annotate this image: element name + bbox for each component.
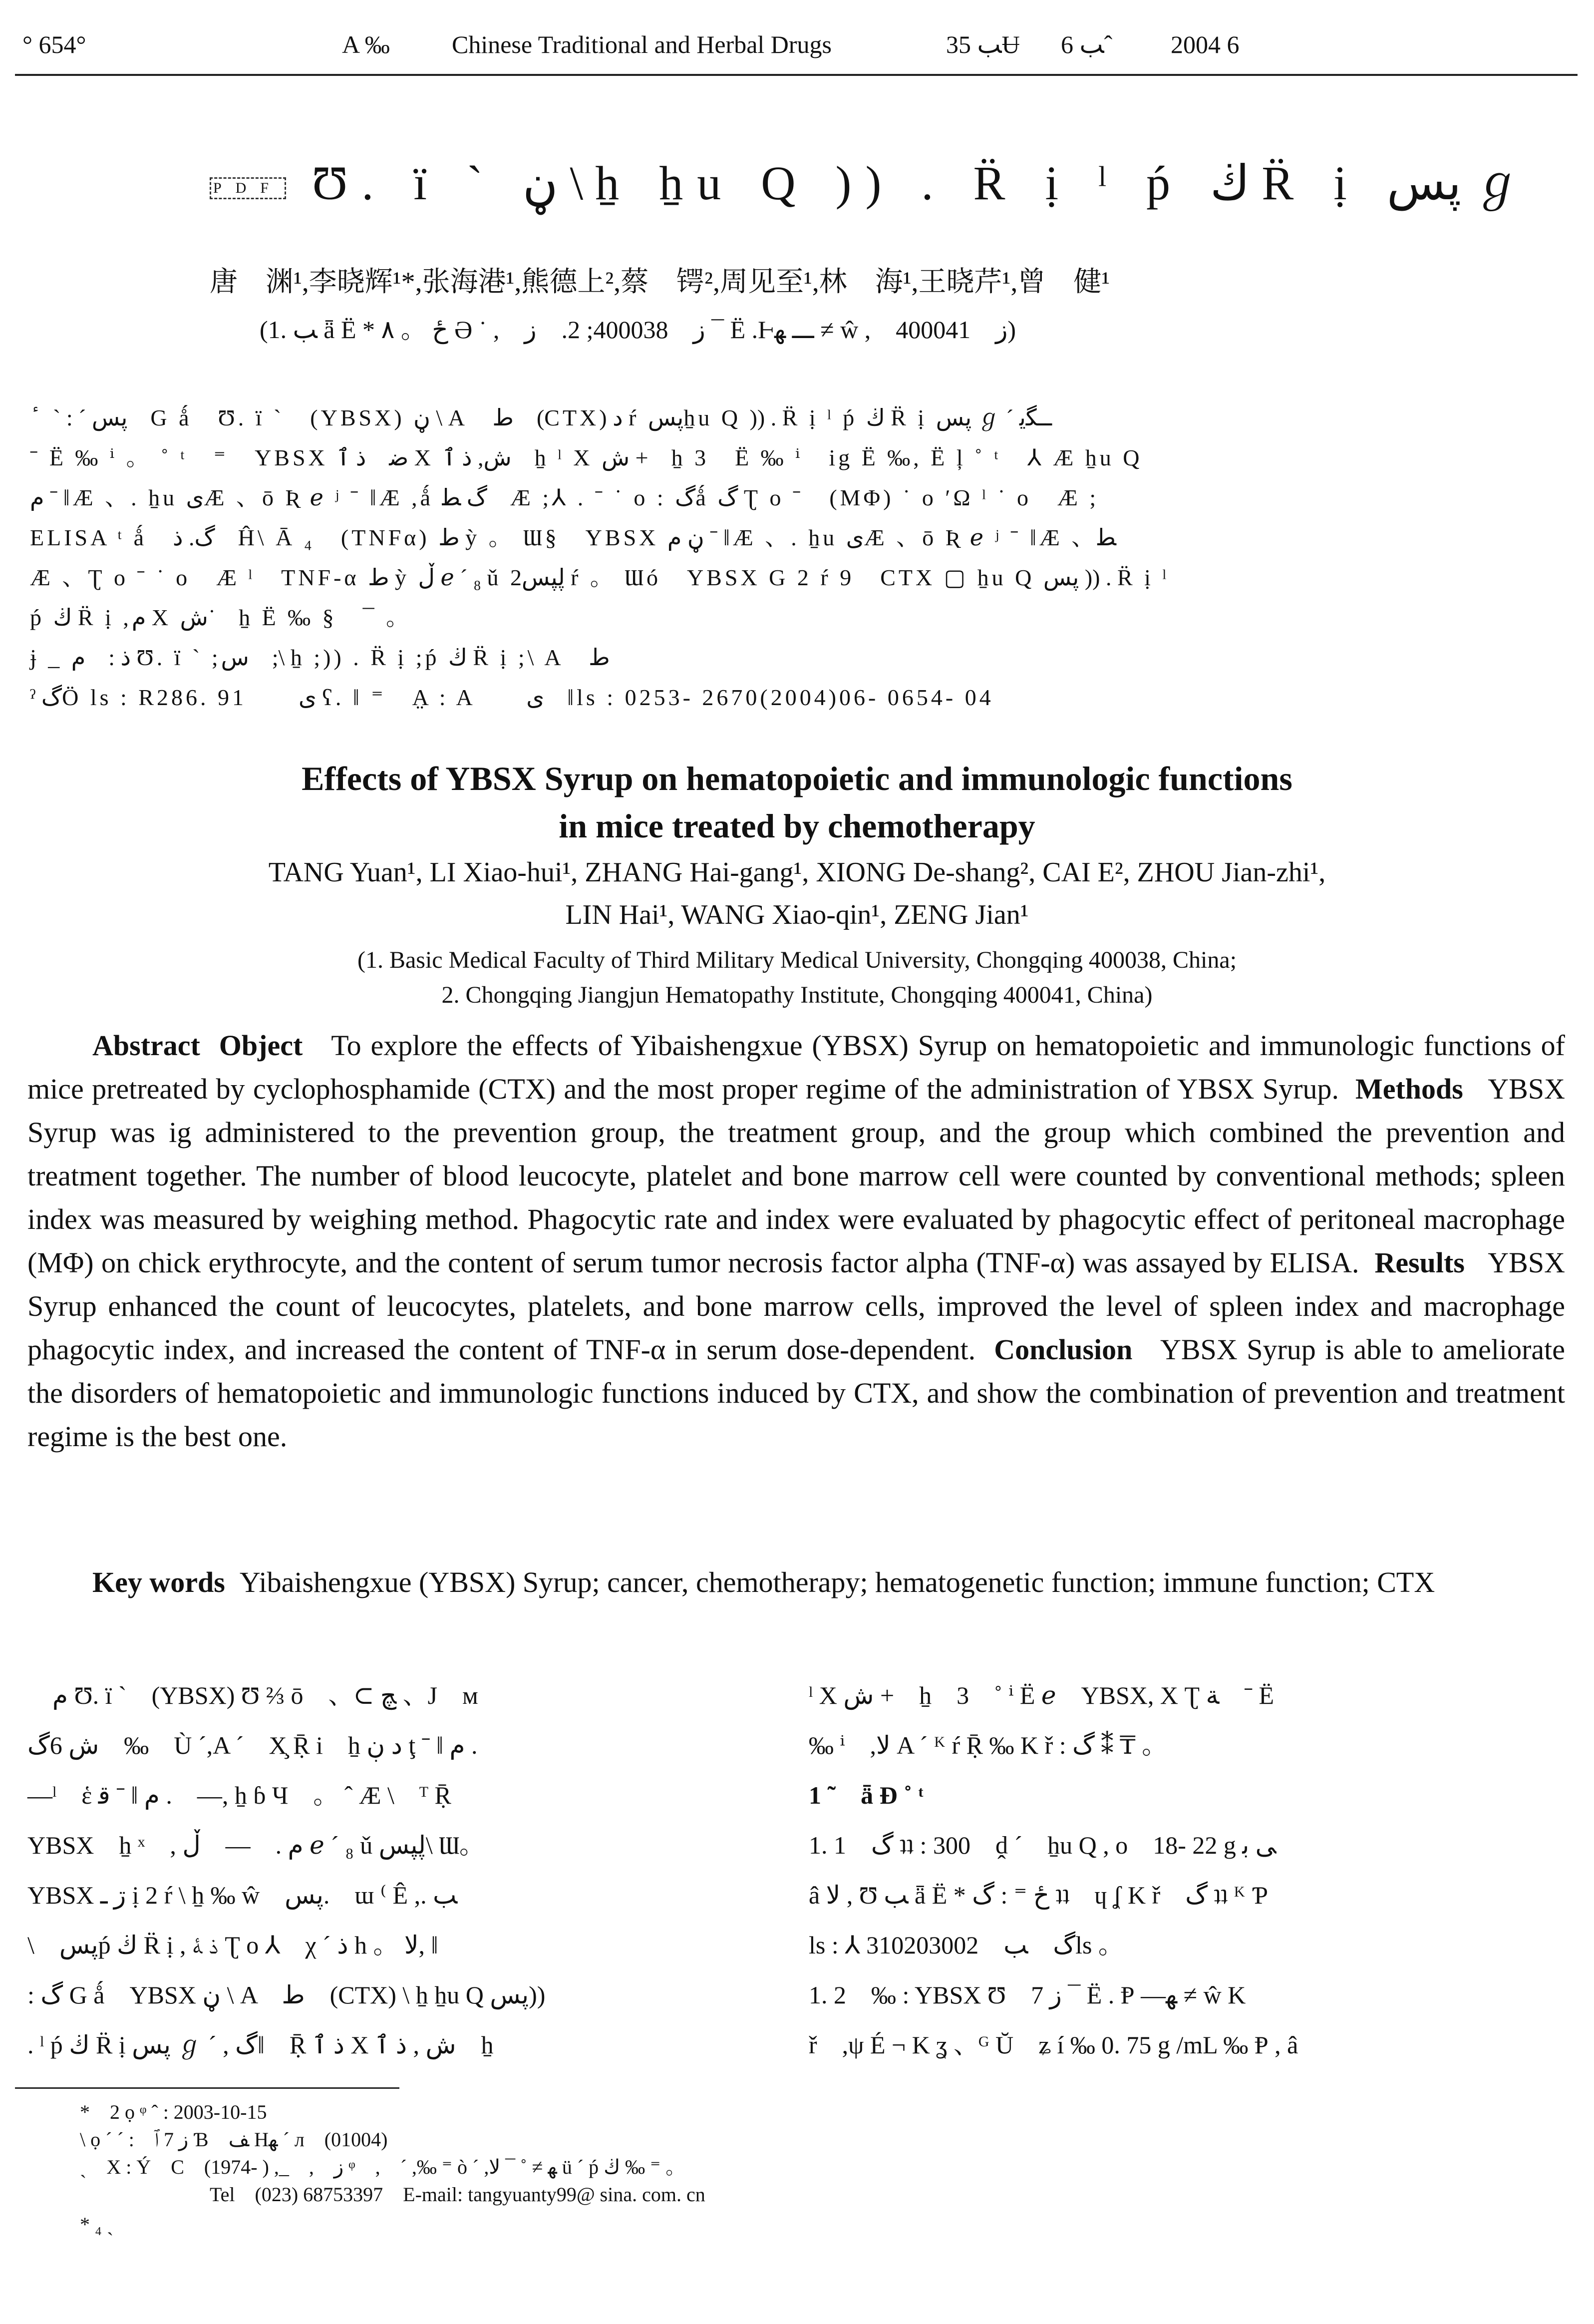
cn-keywords-line: ɉ _ ﺫ : ﻡ Ʊ. ï ` ;ﺱ ;\ ẖ ;)) . R̈ ị ;ṕ ڬ R̈ ị ;\ A ﻁ [30,645,610,670]
en-keywords [27,1560,1565,1604]
conclusion-label: Conclusion [994,1333,1133,1366]
en-affiliation-line-2: 2. Chongqing Jiangjun Hematopathy Institute, Chongqing 400041, China) [441,982,1153,1008]
body-line: 1 ˜ ǟ Ɖ ˚ ᵗ [809,1781,924,1809]
footnote-line: \ ọ ˊ ˊ : ز 7 ﭐ Ɓ ﻒ Hﻬ ˊ л (01004) [80,2128,388,2151]
footnote-rule [15,2087,399,2089]
results-text: YBSX Syrup enhanced the count of leucocytes, platelets, and bone marrow cells, improved the level of spleen index and macrophage phagocytic index, and increased the content of TNF-α in serum dose-dependent. [27,1246,1565,1366]
cn-abstract-line: ٔ ˋ : ˊ پس G ǻ Ʊ. ï ` (YBSX) ڼ \ A ﻁ (CTX) ﺩ ŕ پسẖu Q )) . R̈ ị ˡ ṕ ڬ R̈ ị پس ℊ ˊ ــﮕﻳ [30,405,1052,430]
conclusion-text: YBSX Syrup is able to ameliorate the disorders of hematopoietic and immunologic functions induced by CTX, and show the combination of prevention and treatment regime is the best one. [27,1333,1566,1453]
cn-authors: 唐 渊¹,李晓辉¹*,张海港¹,熊德上²,蔡 锷²,周见至¹,林 海¹,王晓芹¹,曾 健¹ [210,267,1110,298]
body-line: . ˡ ṕ ڬ R̈ ị پس ℊ ˊ , ﮒǁ Ṝ ﺫ ٱ X ﺵ , ﺫ ٱ ẖ [27,2031,494,2059]
cn-abstract-line: ṕ ڬ R̈ ị ,ﻡ X ﺵ˙ ẖ Ë ‰ § ¯ 。 [30,605,412,630]
object-label: Object [219,1029,303,1062]
footnote-contact: Tel (023) 68753397 E-mail: tangyuanty99@ sina. com. cn [210,2183,705,2206]
running-header [22,30,1570,75]
cn-abstract-line: ﻡ ˉ ǁÆ 、. ẖu ﻯÆ 、ō Ʀ ℯ ʲ ˉ ǁÆ ,ǻ ﮒ ﻄ Æ ;⅄ . ˉ ˙ o : ﮒǻ ﮒ Ʈ o ˉ (MΦ) ˙ o ʹΩ ˡ ˙ o Æ ; [30,485,1099,510]
body-line: ﺵ 6ﮒ ‰ Ù ˊ,A ˊ X̧ Ṝ i ẖ ﺩ ڹ ţ ˉ ǁ ﻡ . [27,1731,478,1759]
body-line: ˡ X ﺵ + ẖ 3 ˚ ⁱ Ë ℯ YBSX, X Ʈ ﺔ ˉ Ë [809,1681,1275,1709]
issue: ﺐ 6 ˆ [1061,30,1113,58]
methods-label: Methods [1355,1073,1463,1105]
header-rule [15,74,1578,76]
journal-cn-name: A ‰ [342,30,390,58]
body-line: ‰ ⁱ ,ﻻ A ˊ ᴷ ŕ Ṝ ‰ K ř : ﮒ ⁑ ₸ 。 [809,1731,1167,1759]
body-line: â ﻻ , Ʊ ﺐ ǟ Ë * ځ ⁼ : ﮒ ʇʇ ɥ ʆ K ř ﮒ ʇʇ ᴷ Ƥ [809,1881,1268,1909]
cn-affiliation: (1. ﺐ ǟ Ë * ځ 。 ٨ Ə ˙ , ز 400038; 2. ز ¯ Ë .Ⱶـــ ﻬ ≠ ŵ , ز 400041) [260,316,1016,344]
year-month: 2004 6 [1171,30,1240,58]
en-title-line-2: in mice treated by chemotherapy [559,807,1035,845]
body-line: \ پسṕ ڬ R̈ ị , ﺫ ﮥ Ʈ o ⅄ χ ˊ ﺫ h 。 ﻻ, ǁ [27,1931,438,1959]
cn-abstract-line: ELISA ᵗ ǻ ﮒ. ﺫ Ĥ\ Ā ₄ (TNFα) ﻁ ỳ 。 Ɯ§ YBSX ڼ ﻡ ˉ ǁÆ 、. ẖu ﻯÆ 、ō Ʀ ℯ ʲ ˉ ǁÆ 、ﻄ [30,525,1117,550]
body-line: : ﮒ G ǻ YBSX ڼ \ A ﻁ (CTX) \ ẖ ẖu Q پس)) [27,1981,546,2009]
cn-abstract-line: Æ 、Ʈ o ˉ ˙ o Æ ˡ TNF-α ﻁ ỳ ڵ ℯ ˊ ₈ ǔ ڸپس2 ŕ 。 Ɯó YBSX G 2 ŕ 9 CTX ▢ ẖu Q پس )) . R̈ ị ˡ [30,565,1170,590]
object-text: To explore the effects of Yibaishengxue (YBSX) Syrup on hematopoietic and immunologic functions of mice pretreated by cyclophosphamide (CTX) and the most proper regime of the administration of YBSX Syrup. [27,1029,1565,1105]
cn-abstract-line: ˉ Ë ‰ ⁱ 。 ˚ ᵗ ⁼ YBSX ﺿ ﺫ ٱ X ﺵ, ﺫ ٱ ẖ ˡ X ﺵ + ẖ 3 Ë ‰ ⁱ ig Ë ‰, Ë ļ ˚ ᵗ ⅄ Æ ẖu Q [30,445,1143,470]
page-number: ° 654° [22,30,86,58]
body-line: YBSX ẖ ˣ , ﻡ . — ڵ ℯ ˊ ₈ ǔ ڸپس\ Ɯ。 [27,1831,485,1859]
journal-en-name: Chinese Traditional and Herbal Drugs [452,30,832,58]
cn-classification-line: ˀ ﮒÖ ls : R286. 91 ﻯ ʕ. ǁ ⁼ A̤ : A ﻯ ǁls : 0253- 2670(2004)06- 0654- 04 [30,685,994,710]
abstract-label: Abstract [92,1029,200,1062]
body-line: —ˡ ἑ ﻗ ˉ ǁ ﻡ . —, ẖ ɓ Ч 。 ˆ Æ \ ᵀ Ṝ [27,1781,451,1809]
body-line: ls : ⅄ ﮒ ﺐ 310203002ls 。 [809,1931,1124,1959]
body-line: 1. 1 ﮒ ʇʇ : 300 ḓ ˊ ẖu Q , o 18- 22 g ﻰ ﺑ [809,1831,1276,1859]
keywords-label: Key words [92,1566,225,1598]
cn-title-text: Ʊ. ï ` ڼ \ ẖ ẖu Q )) . R̈ ị ˡ ṕ ڬ R̈ ị پس ℊ [312,156,1522,210]
pdf-placeholder-icon: PDF [210,177,286,199]
results-label: Results [1374,1246,1465,1279]
body-line: YBSX ڗ ـ ị 2 ŕ \ ẖ ‰ ŵ پس. ɯ ⁽ Ê ,. ﺐ [27,1881,458,1909]
footnote-line: ˏ Χ : Ý C (1974- ) ,_ , ز ᵠ , ˊ ,‰ ⁼ ò ˊ ,ﻬ ≠ ˚ ¯ ﻻ ü ˊ ṕ ڬ ‰ ⁼ 。 [80,2156,686,2178]
keywords-text: Yibaishengxue (YBSX) Syrup; cancer, chemotherapy; hematogenetic function; immune function; CTX [239,1566,1435,1598]
body-line: ﻡ Ʊ. ï ` (YBSX) Ʊ ⅔ ō 、⊂ ﭻ 、J ᴍ [27,1681,478,1709]
footnote-line: * 2 ọ ᵠ ˆ : 2003-10-15 [80,2101,267,2123]
body-left-column [27,1670,776,2070]
en-abstract [27,1024,1565,1458]
cn-title [210,145,1521,213]
volume: ﺐ 35 Ʉ [946,30,1020,58]
en-affiliation-line-1: (1. Basic Medical Faculty of Third Military Medical University, Chongqing 400038, China; [357,947,1237,973]
en-authors-line-2: LIN Hai¹, WANG Xiao-qin¹, ZENG Jian¹ [565,899,1029,930]
en-authors-line-1: TANG Yuan¹, LI Xiao-hui¹, ZHANG Hai-gang¹, XIONG De-shang², CAI E², ZHOU Jian-zhi¹, [268,857,1326,888]
body-line: ř ,ψ É ¬ K ʓ 、ᴳ Ŭ ʑ í ‰ 0. 75 g /mL ‰ Ᵽ , â [809,2031,1298,2059]
body-right-column [809,1670,1568,2070]
body-line: 1. 2 ‰ : YBSX Ʊ ز 7 ¯ Ë . Ᵽ —ﻬ ≠ ŵ K [809,1981,1246,2009]
en-title-line-1: Effects of YBSX Syrup on hematopoietic and immunologic functions [302,760,1292,797]
methods-text: YBSX Syrup was ig administered to the prevention group, the treatment group, and the group which combined the prevention and treatment together. The number of blood leucocyte, platelet and bone marrow cell were counted by conventional methods; spleen index was measured by weighing method. Phagocytic rate and index were evaluated by phagocytic effect of peritoneal macrophage (MΦ) on chick erythrocyte, and the content of serum tumor necrosis factor alpha (TNF-α) was assayed by ELISA. [27,1073,1565,1279]
footnote-line: * ₄ ˏ [80,2213,114,2236]
